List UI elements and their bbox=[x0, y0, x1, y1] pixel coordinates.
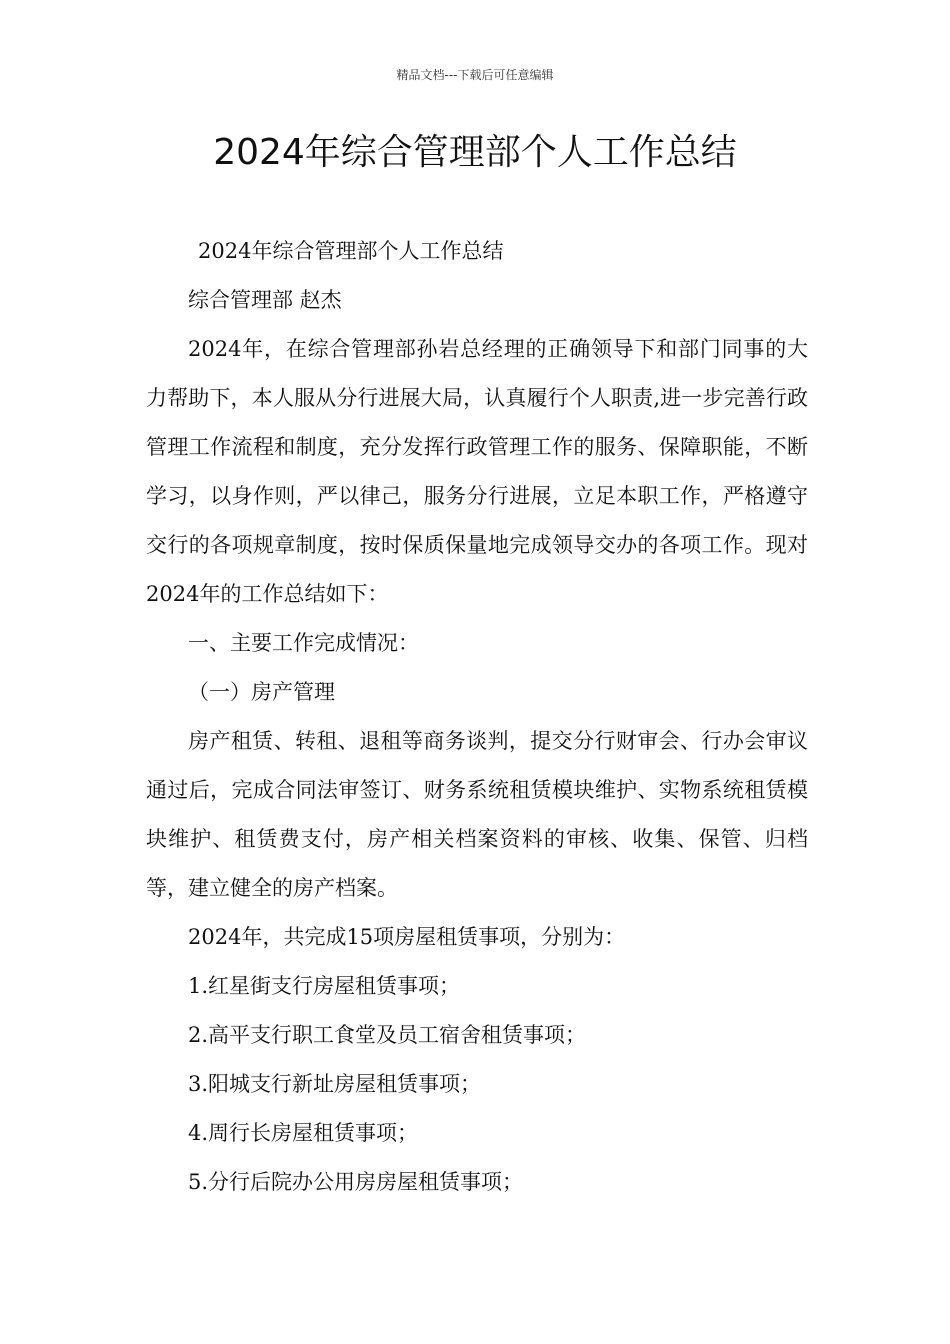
summary-paragraph: 2024年，共完成15项房屋租赁事项，分别为： bbox=[188, 925, 626, 949]
document-body bbox=[146, 227, 808, 1207]
document-title: 2024年综合管理部个人工作总结 bbox=[213, 132, 737, 173]
property-paragraph: 房产租赁、转租、退租等商务谈判，提交分行财审会、行办会审议通过后，完成合同法审签订、财务系统租赁模块维护、实物系统租赁模块维护、租赁费支付，房产相关档案资料的审核、收集、保管、归档等，建立健全的房产档案。 bbox=[146, 729, 808, 900]
subsection-heading: （一）房产管理 bbox=[188, 680, 335, 704]
list-item: 5.分行后院办公用房房屋租赁事项； bbox=[188, 1170, 524, 1194]
list-item: 4.周行长房屋租赁事项； bbox=[188, 1121, 419, 1145]
author-paragraph: 综合管理部 赵杰 bbox=[188, 288, 342, 312]
header-note: 精品文档---下载后可任意编辑 bbox=[396, 68, 554, 82]
list-item: 2.高平支行职工食堂及员工宿舍租赁事项； bbox=[188, 1023, 587, 1047]
intro-paragraph: 2024年，在综合管理部孙岩总经理的正确领导下和部门同事的大力帮助下，本人服从分行进展大局，认真履行个人职责,进一步完善行政管理工作流程和制度，充分发挥行政管理工作的服务、保障职能，不断学习，以身作则，严以律己，服务分行进展，立足本职工作，严格遵守交行的各项规章制度，按时保质保量地完成领导交办的各项工作。现对2024年的工作总结如下： bbox=[146, 337, 808, 606]
subtitle-paragraph: 2024年综合管理部个人工作总结 bbox=[198, 239, 504, 263]
section-heading: 一、主要工作完成情况： bbox=[188, 631, 419, 655]
list-item: 3.阳城支行新址房屋租赁事项； bbox=[188, 1072, 482, 1096]
list-item: 1.红星街支行房屋租赁事项； bbox=[188, 974, 461, 998]
